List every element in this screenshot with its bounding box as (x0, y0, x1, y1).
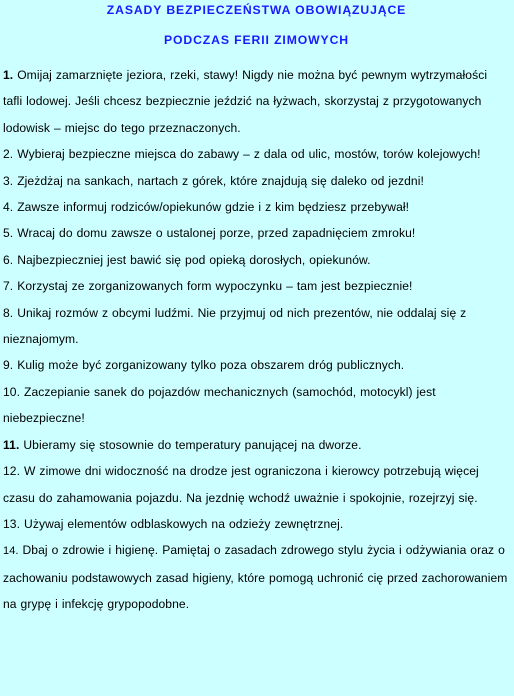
rule-item-9 (3, 352, 510, 378)
rule-number: 11. (3, 437, 20, 452)
rule-text: Kulig może być zorganizowany tylko poza obszarem dróg publicznych. (13, 358, 405, 373)
rule-text: Omijaj zamarznięte jeziora, rzeki, stawy! Nigdy nie można być pewnym wytrzymałości tafli lodowej. Jeśli chcesz bezpiecznie jeździć na łyżwach, skorzystaj z przygotowanych lodowisk – miejsc do tego przeznaczonych. (3, 68, 488, 135)
rule-number: 9. (3, 358, 14, 373)
title-line-1: ZASADY BEZPIECZEŃSTWA OBOWIĄZUJĄCE (106, 3, 407, 17)
rule-text: Używaj elementów odblaskowych na odzieży zewnętrznej. (20, 516, 344, 531)
rule-number: 6. (3, 252, 14, 267)
rule-text: Wybieraj bezpieczne miejsca do zabawy – z dala od ulic, mostów, torów kolejowych! (13, 147, 481, 162)
rule-item-2 (3, 141, 510, 167)
rule-number: 4. (3, 200, 14, 215)
rule-item-3 (3, 168, 510, 194)
rule-item-8 (3, 300, 510, 353)
rule-item-6 (3, 247, 510, 273)
rule-text: Wracaj do domu zawsze o ustalonej porze, przed zapadnięciem zmroku! (13, 226, 416, 241)
title-line-2: PODCZAS FERII ZIMOWYCH (163, 33, 349, 47)
rule-item-10 (3, 379, 510, 432)
rule-item-12 (3, 458, 510, 511)
rule-number: 10. (3, 384, 21, 399)
rule-item-14 (3, 537, 510, 617)
rule-number: 7. (3, 279, 14, 294)
rule-item-4 (3, 194, 510, 220)
rule-number: 12. (3, 464, 21, 479)
rule-number: 1. (3, 68, 14, 82)
rule-item-11 (3, 432, 510, 458)
rule-text: Zawsze informuj rodziców/opiekunów gdzie i z kim będziesz przebywał! (13, 200, 410, 215)
rule-item-1 (3, 62, 510, 141)
rule-number: 13. (3, 516, 21, 531)
rule-number: 14. (3, 545, 19, 558)
rule-number: 5. (3, 226, 14, 241)
rule-number: 3. (3, 173, 14, 188)
rule-text: Dbaj o zdrowie i higienę. Pamiętaj o zasadach zdrowego stylu życia i odżywiania oraz o zachowaniu podstawowych zasad higieny, które pomogą uchronić cię przed zachorowaniem na grypę i infekcję grypopodobne. (3, 543, 508, 612)
rule-text: W zimowe dni widoczność na drodze jest ograniczona i kierowcy potrzebują więcej czasu do zahamowania pojazdu. Na jezdnię wchodź uważnie i spokojnie, rozejrzyj się. (3, 464, 479, 505)
rule-item-5 (3, 220, 510, 246)
rule-number: 8. (3, 305, 14, 320)
rule-item-7 (3, 273, 510, 299)
rule-text: Zaczepianie sanek do pojazdów mechanicznych (samochód, motocykl) jest niebezpieczne! (3, 384, 436, 426)
rule-text: Ubieramy się stosownie do temperatury panującej na dworze. (19, 437, 362, 452)
rule-text: Zjeżdżaj na sankach, nartach z górek, które znajdują się daleko od jezdni! (13, 173, 424, 188)
rule-text: Korzystaj ze zorganizowanych form wypoczynku – tam jest bezpiecznie! (13, 279, 413, 294)
rule-text: Unikaj rozmów z obcymi ludźmi. Nie przyjmuj od nich prezentów, nie oddalaj się z nieznajomym. (3, 305, 467, 347)
rule-text: Najbezpieczniej jest bawić się pod opieką dorosłych, opiekunów. (13, 252, 371, 267)
rule-number: 2. (3, 147, 14, 162)
safety-rules-list (3, 62, 510, 618)
rule-item-13 (3, 511, 510, 537)
